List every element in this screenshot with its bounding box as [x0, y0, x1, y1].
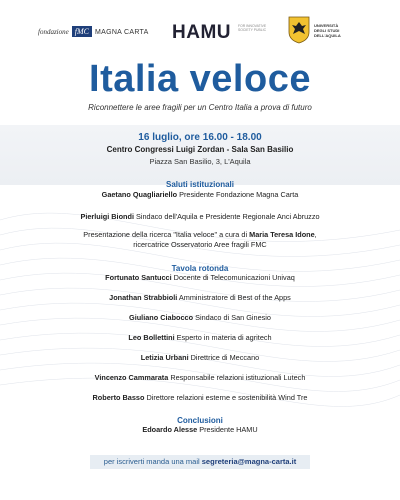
hamu-wordmark: HAMU: [172, 22, 231, 43]
speaker-row: [0, 273, 400, 282]
speaker-role: Direttore relazioni esterne e sostenibilità Wind Tre: [146, 393, 308, 402]
university-name: [314, 23, 374, 38]
speaker-role: Presidente Fondazione Magna Carta: [179, 190, 299, 199]
speaker-role: Responsabile relazioni istituzionali Lutech: [170, 373, 306, 382]
event-info: [0, 131, 400, 167]
speaker-row: [0, 425, 400, 434]
presenter-role: ricercatrice Osservatorio Aree fragili FMC: [133, 240, 267, 249]
speaker-name: Gaetano Quagliariello: [101, 190, 178, 199]
speaker-name: Vincenzo Cammarata: [94, 373, 169, 382]
speaker-role: Amministratore di Best of the Apps: [178, 293, 291, 302]
speaker-row: [0, 333, 400, 342]
university-line1: UNIVERSITÀ: [314, 23, 339, 28]
speaker-role: Docente di Telecomunicazioni Univaq: [173, 273, 295, 282]
logo-name: MAGNA CARTA: [94, 29, 149, 36]
speaker-row: [0, 190, 400, 199]
section-title-saluti: Saluti istituzionali: [165, 180, 234, 189]
speaker-name: Giuliano Ciabocco: [129, 313, 194, 322]
registration-text: per iscriverti manda una mail: [103, 457, 200, 466]
presentation-block: Presentazione della ricerca "Italia veloce" a cura di Maria Teresa Idone, ricercatrice Osservatorio Aree fragili FMC: [83, 230, 317, 249]
logo-mark: fMC: [72, 26, 92, 37]
speaker-row: [0, 393, 400, 402]
speaker-role: Direttrice di Meccano: [190, 353, 260, 362]
fondazione-magna-carta-logo: [38, 26, 149, 37]
speaker-role: Presidente HAMU: [199, 425, 258, 434]
speaker-role: Sindaco di San Ginesio: [195, 313, 271, 322]
event-venue: Centro Congressi Luigi Zordan - Sala San Basilio: [106, 145, 294, 154]
page-subtitle: Riconnettere le aree fragili per un Centro Italia a prova di futuro: [88, 103, 312, 112]
event-address: Piazza San Basilio, 3, L'Aquila: [149, 157, 251, 166]
speaker-name: Fortunato Santucci: [105, 273, 172, 282]
logo-bar: [0, 12, 400, 52]
speaker-row: [0, 353, 400, 362]
speaker-name: Edoardo Alesse: [142, 425, 198, 434]
page-title: Italia veloce: [89, 58, 311, 100]
speaker-name: Jonathan Strabbioli: [109, 293, 178, 302]
presenter-name: Maria Teresa Idone: [249, 230, 315, 239]
speaker-row: [0, 373, 400, 382]
speaker-name: Leo Bollettini: [128, 333, 175, 342]
section-title-tavola: Tavola rotonda: [171, 264, 229, 273]
hamu-tagline: FOR INNOVATIVE SOCIETY PUBLIC: [238, 24, 267, 32]
logo-prefix: fondazione: [38, 28, 69, 36]
program: [0, 180, 400, 434]
speaker-role: Esperto in materia di agritech: [176, 333, 272, 342]
registration-email-link[interactable]: segreteria@magna-carta.it: [201, 457, 297, 466]
university-line3: DELL'AQUILA: [314, 33, 341, 38]
speaker-name: Letizia Urbani: [140, 353, 189, 362]
registration-banner: [90, 455, 310, 469]
university-line2: DEGLI STUDI: [314, 28, 340, 33]
speaker-name: Roberto Basso: [92, 393, 145, 402]
presentation-text: Presentazione della ricerca "Italia veloce" a cura di: [83, 230, 248, 239]
speaker-role: Sindaco dell'Aquila e Presidente Regionale Anci Abruzzo: [136, 212, 320, 221]
speaker-row: [0, 212, 400, 221]
eagle-crest-icon: [288, 16, 310, 44]
section-title-conclusioni: Conclusioni: [177, 416, 223, 425]
speaker-name: Pierluigi Biondi: [80, 212, 134, 221]
speaker-row: [0, 293, 400, 302]
speaker-row: [0, 313, 400, 322]
event-datetime: 16 luglio, ore 16.00 - 18.00: [138, 132, 262, 143]
